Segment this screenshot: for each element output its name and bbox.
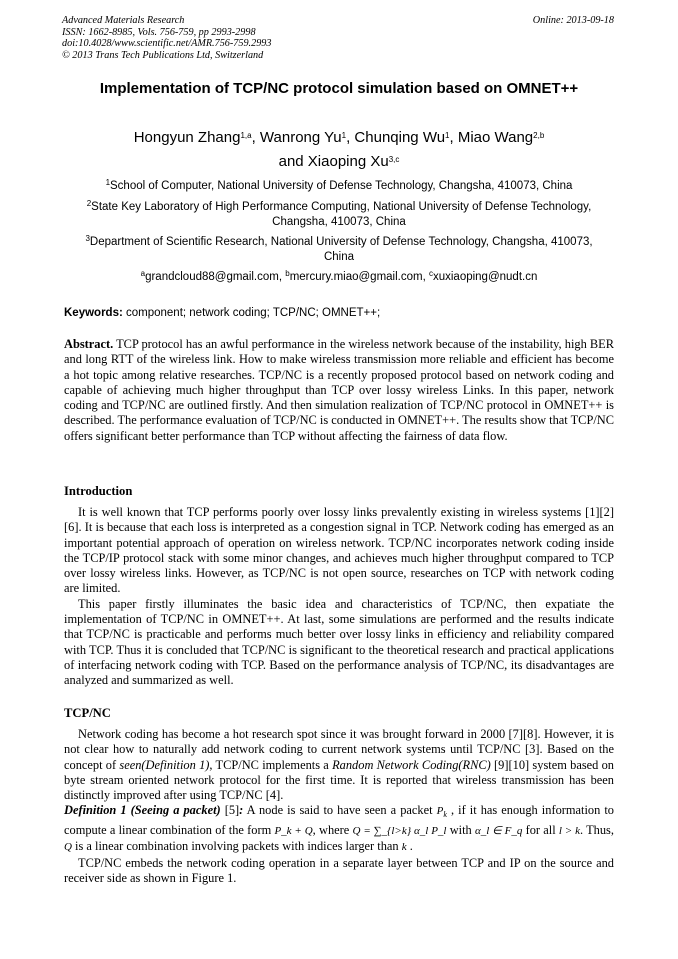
text-run: Network coding has become a hot research spot since it was brought forward in 2000 [7][8]. However, it is not clear how to naturally add network coding to current network systems until TCP/NC [3]. Based on the concept of <box>64 727 614 772</box>
text-run: for all <box>522 822 559 837</box>
issn: ISSN: 1662-8985, Vols. 756-759, pp 2993-2998 <box>62 26 256 38</box>
email-sup: a <box>140 269 146 278</box>
math-pk: $P_k$ <box>436 805 447 820</box>
text-run: A node is said to have seen a packet <box>243 803 437 818</box>
paragraph: It is well known that TCP performs poorly over lossy links prevalently existing in wireless systems [1][2][6]. It is because that each loss is interpreted as a congestion signal in TCP. Network coding has emerged as an important potential approach of operation on wireless network. TCP/NC incorporates network coding inside the TCP/IP protocol stack with some minor changes, and achieves much higher throughput compared to TCP over lossy wireless links. However, as TCP/NC is not open source, researches on TCP with network coding are limited. <box>64 505 614 596</box>
emphasis: Random Network Coding(RNC) <box>332 757 491 772</box>
math-q-definition: Q = ∑_{l>k} α_l P_l <box>352 824 447 837</box>
keywords-label: Keywords: <box>64 307 123 319</box>
keywords <box>64 307 380 319</box>
affiliation-sup: 3 <box>85 234 90 243</box>
author-sup: 3,c <box>388 155 400 164</box>
text-run: , if it has enough information to compute a linear combination of the form <box>64 803 614 837</box>
keywords-text: component; network coding; TCP/NC; OMNET++; <box>122 307 381 319</box>
abstract-text: TCP protocol has an awful performance in the wireless network because of the instability, high BER and long RTT of the wireless link. How to make wireless transmission more reliable and efficient has become a hot topic among relative researches. TCP/NC is a recently proposed protocol based on network coding and capable of achieving much higher throughput than TCP over lossy wireless Links. In this paper, network coding and TCP/NC are outlined firstly. And then simulation realization of TCP/NC protocol in OMNET++ is described. The performance evaluation of TCP/NC is conducted in OMNET++. The results show that TCP/NC offers significant better performance than TCP without affecting the fairness of data flow. <box>64 337 614 443</box>
math-lk: l > k <box>558 824 580 837</box>
author-sup: 1 <box>445 131 450 140</box>
author-sup: 2,b <box>533 131 545 140</box>
section-heading-tcpnc: TCP/NC <box>64 706 111 720</box>
text-run: [9][10] system based on byte stream oriented network protocol for the first time. It is reported that wireless transmission has been distinctly improved after using TCP/NC [4]. <box>64 757 615 803</box>
email-link[interactable]: grandcloud88@gmail.com, <box>145 271 286 283</box>
affiliation-sup: 2 <box>86 199 92 208</box>
author-list <box>0 126 678 174</box>
affiliation-text: Department of Scientific Research, National University of Defense Technology, Changsha, 410073, China <box>89 236 593 263</box>
paragraph: TCP/NC embeds the network coding operation in a separate layer between TCP and IP on the source and receiver side as shown in Figure 1. <box>64 855 614 885</box>
citation: [5] <box>220 803 240 818</box>
affiliation-1 <box>80 179 598 194</box>
journal-name: Advanced Materials Research <box>62 15 185 26</box>
math-k: k <box>401 841 407 854</box>
affiliation-text: School of Computer, National University of Defense Technology, Changsha, 410073, China <box>110 180 573 192</box>
copyright: © 2013 Trans Tech Publications Ltd, Switzerland <box>62 49 264 61</box>
text-run: with <box>446 822 475 837</box>
author-name: and Xiaoping Xu <box>278 153 389 170</box>
tcpnc-body <box>64 727 614 886</box>
email-link[interactable]: mercury.miao@gmail.com, <box>289 271 429 283</box>
author-sup: 1,a <box>240 131 252 140</box>
paper-title: Implementation of TCP/NC protocol simulation based on OMNET++ <box>99 80 579 97</box>
paragraph: This paper firstly illuminates the basic idea and characteristics of TCP/NC, then expatiate the implementation of TCP/NC in OMNET++. At last, some simulations are performed and the results indicate that TCP/NC is practicable and performs much better over lossy links in efficiency and reliability compared with TCP. Thus it is concluded that TCP/NC is significant to the theoretical research and practical applications of interfacing network coding with TCP. Based on the performance analysis of TCP/NC, its disadvantages are analyzed and summarized as well. <box>64 596 614 688</box>
online-date: Online: 2013-09-18 <box>532 15 614 26</box>
math-Q: Q <box>64 841 72 854</box>
text-run: . <box>406 839 413 854</box>
journal-metadata <box>62 15 271 61</box>
text-run: , TCP/NC implements a <box>209 757 333 772</box>
email-list <box>80 270 598 285</box>
email-link[interactable]: xuxiaoping@nudt.cn <box>432 271 538 283</box>
affiliation-text: State Key Laboratory of High Performance Computing, National University of Defense Technology, Changsha, 410073, China <box>91 201 592 228</box>
affiliation-2 <box>80 200 598 230</box>
author-name: , Chunqing Wu <box>346 129 446 146</box>
emphasis: seen(Definition 1) <box>119 757 210 772</box>
affiliation-3 <box>80 235 598 265</box>
text-run: is a linear combination involving packets with indices larger than <box>71 839 402 854</box>
abstract <box>64 337 614 444</box>
definition-label: Definition 1 (Seeing a packet) <box>64 803 221 818</box>
email-sup: c <box>428 269 433 278</box>
math-form: P_k + Q <box>274 824 313 837</box>
text-run: , where <box>312 822 353 837</box>
section-heading-introduction: Introduction <box>64 484 133 498</box>
doi: doi:10.4028/www.scientific.net/AMR.756-759.2993 <box>62 38 272 50</box>
author-name: Hongyun Zhang <box>133 129 241 146</box>
abstract-label: Abstract. <box>64 337 114 351</box>
math-alpha: α_l ∈ F_q <box>474 824 523 837</box>
author-name: , Wanrong Yu <box>251 129 342 146</box>
definition <box>64 803 614 855</box>
author-name: , Miao Wang <box>449 129 534 146</box>
definition-colon: : <box>239 803 244 818</box>
affiliation-sup: 1 <box>105 178 111 187</box>
email-sup: b <box>285 269 290 278</box>
introduction-body <box>64 505 614 689</box>
author-sup: 1 <box>341 131 347 140</box>
text-run: . Thus, <box>580 822 614 837</box>
paragraph <box>64 727 614 803</box>
